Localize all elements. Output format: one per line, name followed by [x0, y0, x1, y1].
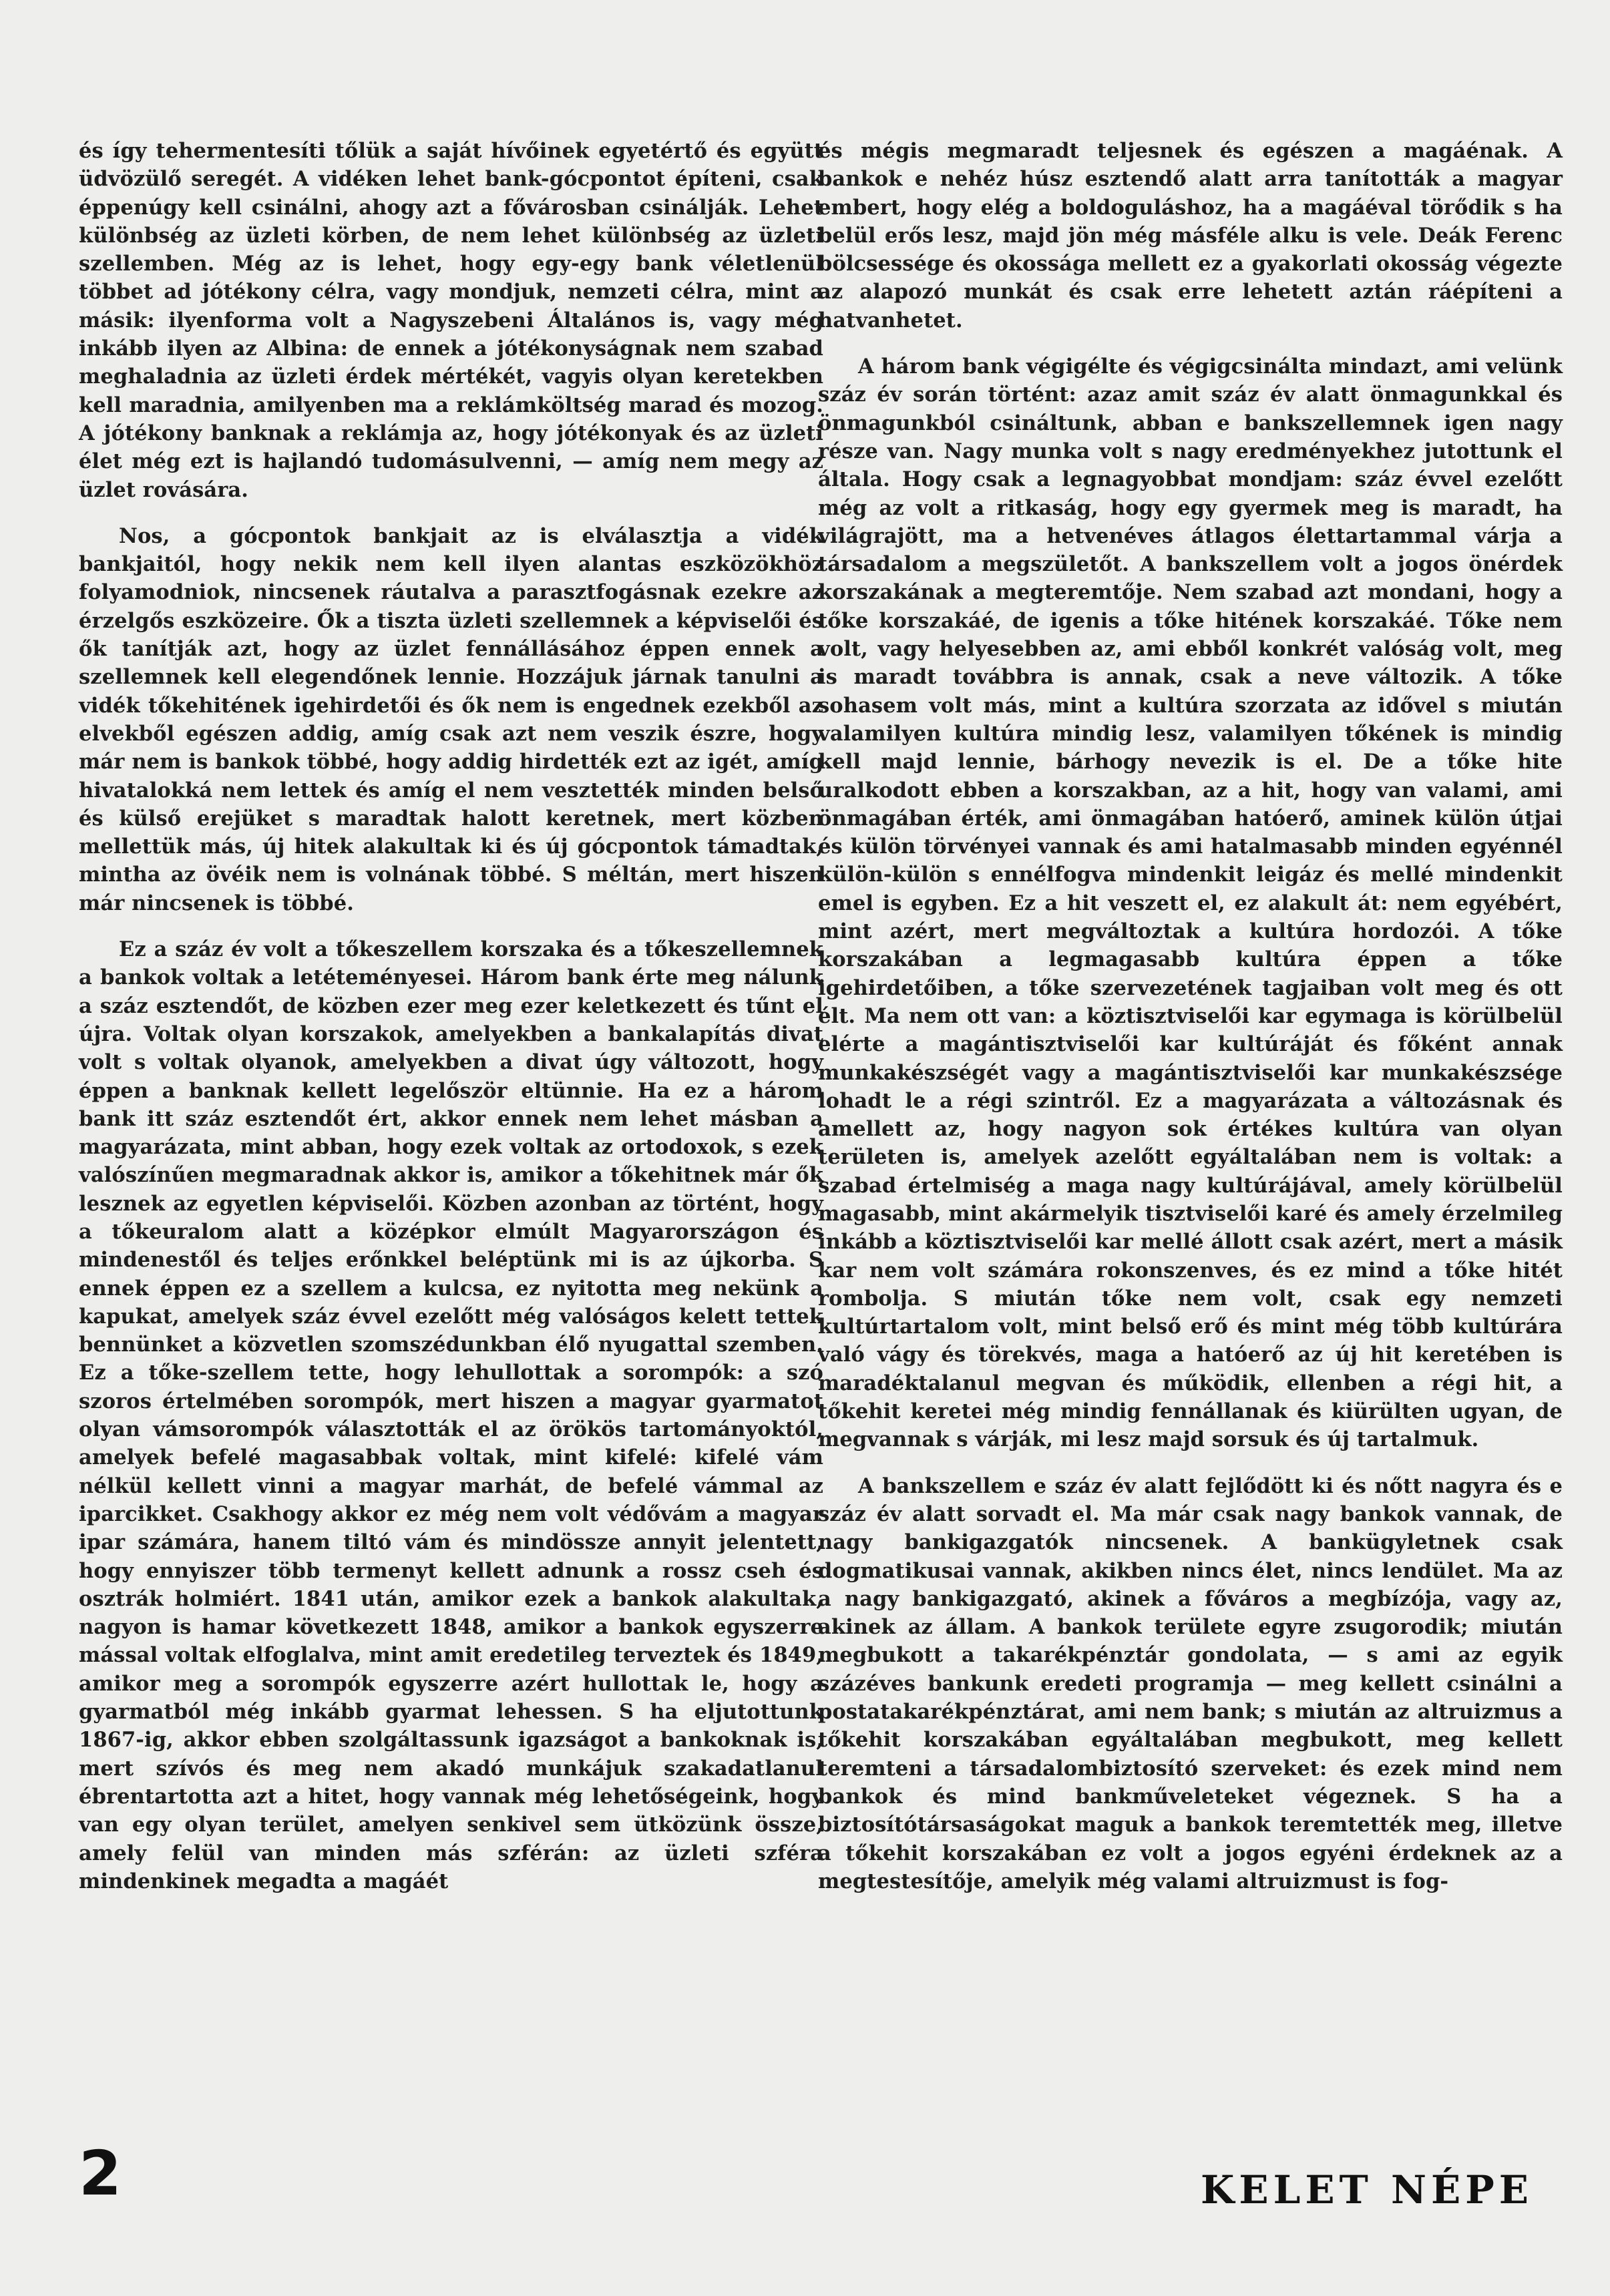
left-paragraph-2: Nos, a gócpontok bankjait az is elválasztja a vidék bankjaitól, hogy nekik nem kell ilyen alantas eszközökhöz folyamodniok, nincsenek ráutalva a parasztfogásnak ezekre az érzelgős eszközeire. Ők a tiszta üzleti szellemnek a képviselői és ők tanítják azt, hogy az üzlet fennállásához éppen ennek a szellemnek kell elegendőnek lennie. Hozzájuk járnak tanulni a vidék tőkehitének igehirdetői és ők nem is engednek ezekből az elvekből egészen addig, amíg csak azt nem veszik észre, hogy már nem is bankok többé, hogy addig hirdették ezt az igét, amíg hivatalokká nem lettek és amíg el nem vesztették minden belső és külső erejüket s maradtak halott keretnek, mert közben mellettük más, új hitek alakultak ki és új gócpontok támadtak, mintha az övéik nem is volnának többé. S méltán, mert hiszen már nincsenek is többé. — [79, 523, 823, 915]
right-paragraph-2: A három bank végigélte és végigcsinálta mindazt, ami velünk száz év során történt: azaz amit száz év alatt önmagunkkal és önmagunkból csináltunk, abban e bankszellemnek igen nagy része van. Nagy munka volt s nagy eredményekhez jutottunk el általa. Hogy csak a legnagyobbat mondjam: száz évvel ezelőtt még az volt a ritkaság, hogy egy gyermek meg is maradt, ha világrajött, ma a hetvenéves átlagos élettartammal várja a társadalom a megszületőt. A bankszellem volt a jogos önérdek korszakának a megteremtője. Nem szabad azt mondani, hogy a tőke korszakáé, de igenis a tőke hitének korszakáé. Tőke nem volt, vagy helyesebben az, ami ebből konkrét valóság volt, meg is maradt továbbra is annak, csak a neve változik. A tőke sohasem volt más, mint a kultúra szorzata az idővel s miután valamilyen kultúra mindig lesz, valamilyen tőkének is mindig kell majd lennie, bárhogy nevezik is el. De a tőke hite uralkodott ebben a korszakban, az a hit, hogy van valami, ami önmagában érték, ami önmagában hatóerő, aminek külön útjai és külön törvényei vannak és ami hatalmasabb minden egyénnél külön-külön s ennélfogva mindenkit leigáz és mellé mindenkit emel is egyben. Ez a hit veszett el, ez alakult át: nem egyébért, mint azért, mert megváltoztak a kultúra hordozói. A tőke korszakában a legmagasabb kultúra éppen a tőke igehirdetőiben, a tőke szervezetének tagjaiban volt meg és ott élt. Ma nem ott van: a köztisztviselői kar egymaga is körülbelül elérte a magántisztviselői kar kultúráját és főként annak munkakészségét vagy a magántisztviselői kar munkakészsége lohadt le a régi szintről. Ez a magyarázata a változásnak és amellett az, hogy nagyon sok értékes kultúra van olyan területen is, amelyek azelőtt egyáltalában nem is voltak: a szabad értelmiség a maga nagy kultúrájával, amely körülbelül magasabb, mint akármelyik tisztviselői karé és amely érzelmileg inkább a köztisztviselői kar mellé állott csak azért, mert a másik kar nem volt számára rokonszenves, és ez mind a tőke hitét rombolja. S miután tőke nem volt, csak egy nemzeti kultúrtartalom volt, mint belső erő és mint még több kultúrára való vágy és törekvés, maga a hatóerő az új hit keretében is maradéktalanul megvan és működik, ellenben a régi hit, a tőkehit keretei még mindig fennállanak és kiürülten ugyan, de megvannak s várják, mi lesz majd sorsuk és új tartalmuk. — [818, 355, 1563, 1452]
left-paragraph-1: és így tehermentesíti tőlük a saját hívőinek egyetértő és együtt üdvözülő seregét. A vidéken lehet bank-gócpontot építeni, csak éppenúgy kell csinálni, ahogy azt a fővárosban csinálják. Lehet különbség az üzleti körben, de nem lehet különbség az üzleti szellemben. Még az is lehet, hogy egy-egy bank véletlenül többet ad jótékony célra, vagy mondjuk, nemzeti célra, mint a másik: ilyenforma volt a Nagyszebeni Általános is, vagy még inkább ilyen az Albina: de ennek a jótékonyságnak nem szabad meghaladnia az üzleti érdek mértékét, vagyis olyan keretekben kell maradnia, amilyenben ma a reklámköltség marad és mozog. A jótékony banknak a reklámja az, hogy jótékonyak és az üzleti élet még ezt is hajlandó tudomásulvenni, — amíg nem megy az üzlet rovására. — [79, 139, 823, 502]
left-column — [79, 137, 823, 1913]
right-column — [818, 137, 1563, 1913]
right-paragraph-1: és mégis megmaradt teljesnek és egészen a magáénak. A bankok e nehéz húsz esztendő alatt arra tanították a magyar embert, hogy elég a boldoguláshoz, ha a magáéval törődik s ha belül erős lesz, majd jön még másféle alku is vele. Deák Ferenc bölcsessége és okossága mellett ez a gyakorlati okosság végezte az alapozó munkát és csak erre lehetett aztán ráépíteni a hatvanhetet. — [818, 139, 1563, 332]
left-paragraph-3: Ez a száz év volt a tőkeszellem korszaka és a tőkeszellemnek a bankok voltak a letéteményesei. Három bank érte meg nálunk a száz esztendőt, de közben ezer meg ezer keletkezett és tűnt el újra. Voltak olyan korszakok, amelyekben a bankalapítás divat volt s voltak olyanok, amelyekben a divat úgy változott, hogy éppen a banknak kellett legelőször eltünnie. Ha ez a három bank itt száz esztendőt ért, akkor ennek nem lehet másban a magyarázata, mint abban, hogy ezek voltak az ortodoxok, s ezek valószínűen megmaradnak akkor is, amikor a tőkehitnek már ők lesznek az egyetlen képviselői. Közben azonban az történt, hogy a tőkeuralom alatt a középkor elmúlt Magyarországon és mindenestől és teljes erőnkkel beléptünk mi is az újkorba. S ennek éppen ez a szellem a kulcsa, ez nyitotta meg nekünk a kapukat, amelyek száz évvel ezelőtt még valóságos kelett tettek bennünket a közvetlen szomszédunkban élő nyugattal szemben. Ez a tőke-szellem tette, hogy lehullottak a sorompók: a szó szoros értelmében sorompók, mert hiszen a magyar gyarmatot olyan vámsorompók választották el az örökös tartományoktól, amelyek befelé magasabbak voltak, mint kifelé: kifelé vám nélkül kellett vinni a magyar marhát, de befelé vámmal az iparcikket. Csakhogy akkor ez még nem volt védővám a magyar ipar számára, hanem tiltó vám és mindössze annyit jelentett, hogy ennyiszer több termenyt kellett adnunk a rossz cseh és osztrák holmiért. 1841 után, amikor ezek a bankok alakultak, nagyon is hamar következett 1848, amikor a bankok egyszerre mással voltak elfoglalva, mint amit eredetileg terveztek és 1849, amikor meg a sorompók egyszerre azért hullottak le, hogy a gyarmatból még inkább gyarmat lehessen. S ha eljutottunk 1867-ig, akkor ebben szolgáltassunk igazságot a bankoknak is, mert szívós és meg nem akadó munkájuk szakadatlanul ébrentartotta azt a hitet, hogy vannak még lehetőségeink, hogy van egy olyan terület, amelyen senkivel sem ütközünk össze, amely felül van minden más szférán: az üzleti szféra mindenkinek megadta a magáét — [79, 937, 823, 1893]
masthead-title: KELET NÉPE — [1200, 2167, 1533, 2213]
page-number: 2 — [79, 2138, 122, 2209]
right-paragraph-3: A bankszellem e száz év alatt fejlődött ki és nőtt nagyra és e száz év alatt sorvadt el. Ma már csak nagy bankok vannak, de nagy bankigazgatók nincsenek. A bankügyletnek csak dogmatikusai vannak, akikben nincs élet, nincs lendület. Ma az a nagy bankigazgató, akinek a főváros a megbízója, vagy az, akinek az állam. A bankok területe egyre zsugorodik; miután megbukott a takarékpénztár gondolata, — s ami az egyik százéves bankunk eredeti programja — meg kellett csinálni a postatakarékpénztárat, ami nem bank; s miután az altruizmus a tőkehit korszakában egyáltalában megbukott, meg kellett teremteni a társadalombiztosító szerveket: és ezek mind nem bankok és mind bankműveleteket végeznek. S ha a biztosítótársaságokat maguk a bankok teremtették meg, illetve a tőkehit korszakában ez volt a jogos egyéni érdeknek az a megtestesítője, amelyik még valami altruizmust is fog- — [818, 1473, 1563, 1893]
